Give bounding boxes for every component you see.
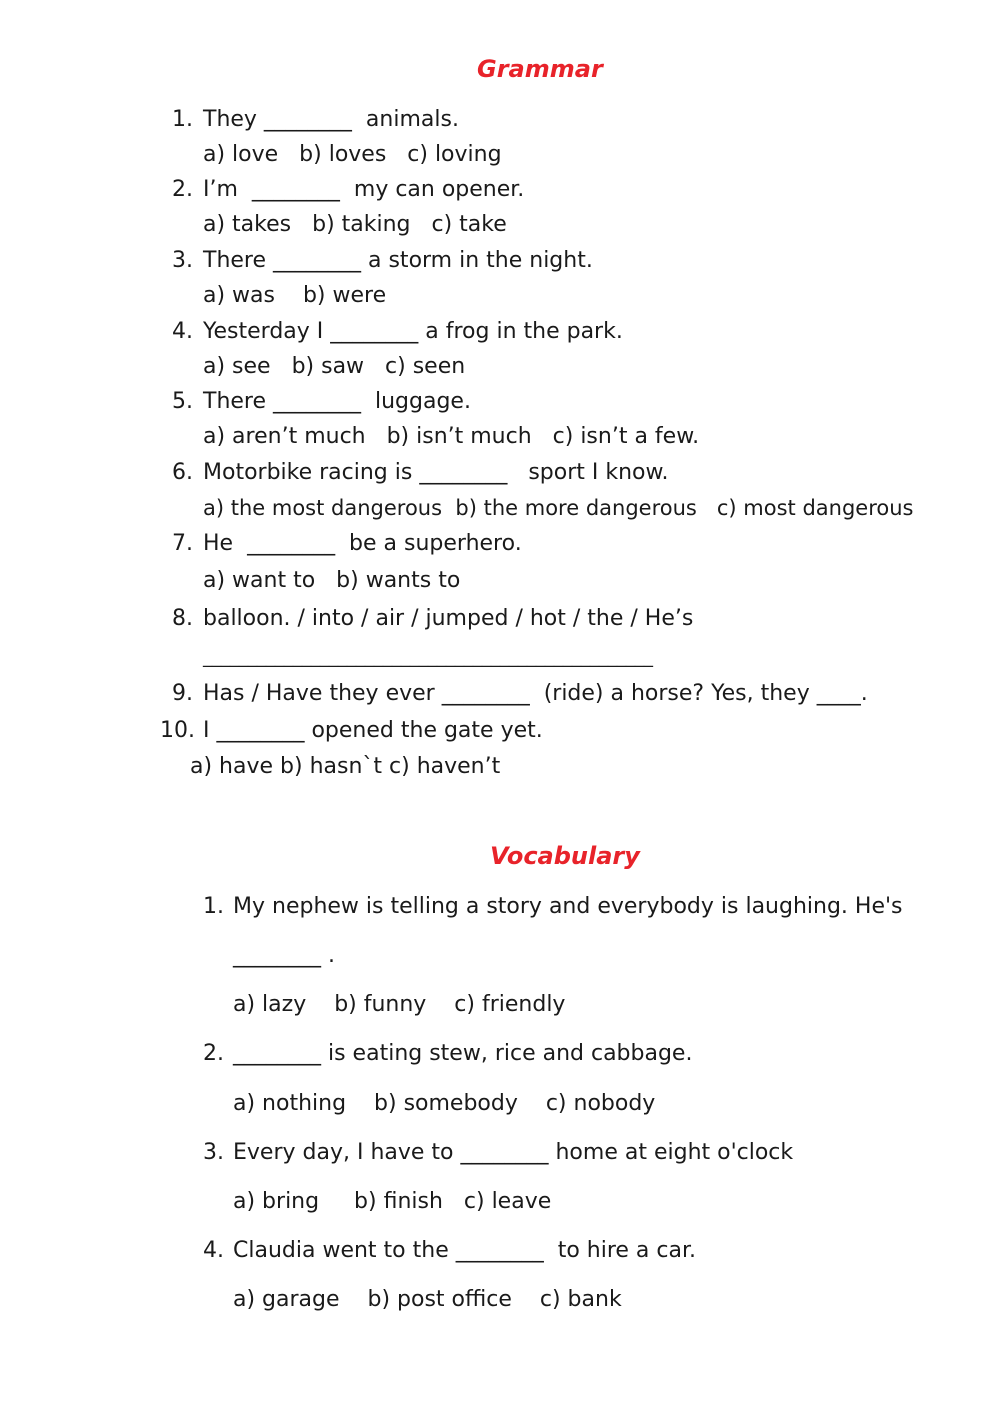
grammar-q2-number: 2. xyxy=(172,177,193,202)
vocab-q2-options: a) nothing b) somebody c) nobody xyxy=(233,1091,656,1116)
vocab-q4-options: a) garage b) post office c) bank xyxy=(233,1287,622,1312)
vocab-q1-options: a) lazy b) funny c) friendly xyxy=(233,992,566,1017)
grammar-q5-text: There ________ luggage. xyxy=(203,389,471,414)
grammar-q7-number: 7. xyxy=(172,531,193,556)
grammar-q6-options: a) the most dangerous b) the more dangerous c) most dangerous xyxy=(203,496,914,520)
grammar-q10-text: I ________ opened the gate yet. xyxy=(203,718,543,743)
grammar-q3-number: 3. xyxy=(172,248,193,273)
vocab-q4-text: Claudia went to the ________ to hire a car. xyxy=(233,1238,696,1263)
grammar-q3-options: a) was b) were xyxy=(203,283,387,308)
grammar-q9-text: Has / Have they ever ________ (ride) a horse? Yes, they ____. xyxy=(203,681,868,706)
vocab-q1-text: My nephew is telling a story and everybody is laughing. He's xyxy=(233,894,903,919)
grammar-q2-options: a) takes b) taking c) take xyxy=(203,212,507,237)
grammar-q1-text: They ________ animals. xyxy=(203,107,459,132)
grammar-q6-number: 6. xyxy=(172,460,193,485)
grammar-q1-options: a) love b) loves c) loving xyxy=(203,142,502,167)
grammar-q8-text: balloon. / into / air / jumped / hot / the / He’s xyxy=(203,606,694,631)
grammar-q2-text: I’m ________ my can opener. xyxy=(203,177,525,202)
vocabulary-title: Vocabulary xyxy=(490,842,640,870)
grammar-q4-text: Yesterday I ________ a frog in the park. xyxy=(203,319,623,344)
grammar-q10-number: 10. xyxy=(160,718,195,743)
vocab-q2-text: ________ is eating stew, rice and cabbage. xyxy=(233,1041,693,1066)
grammar-q10-options: a) have b) hasn`t c) haven’t xyxy=(190,754,501,779)
grammar-q1-number: 1. xyxy=(172,107,193,132)
grammar-q7-text: He ________ be a superhero. xyxy=(203,531,522,556)
vocab-q3-number: 3. xyxy=(203,1140,224,1165)
grammar-q3-text: There ________ a storm in the night. xyxy=(203,248,593,273)
grammar-q4-number: 4. xyxy=(172,319,193,344)
vocab-q3-text: Every day, I have to ________ home at eight o'clock xyxy=(233,1140,794,1165)
vocab-q3-options: a) bring b) finish c) leave xyxy=(233,1189,552,1214)
grammar-q4-options: a) see b) saw c) seen xyxy=(203,354,466,379)
vocab-q1-number: 1. xyxy=(203,894,224,919)
grammar-q9-number: 9. xyxy=(172,681,193,706)
vocab-q4-number: 4. xyxy=(203,1238,224,1263)
grammar-q7-options: a) want to b) wants to xyxy=(203,568,461,593)
grammar-q5-options: a) aren’t much b) isn’t much c) isn’t a few. xyxy=(203,424,700,449)
grammar-q5-number: 5. xyxy=(172,389,193,414)
grammar-q8-number: 8. xyxy=(172,606,193,631)
vocab-q1-continuation: ________ . xyxy=(233,943,335,968)
vocab-q2-number: 2. xyxy=(203,1041,224,1066)
grammar-q6-text: Motorbike racing is ________ sport I know. xyxy=(203,460,669,485)
grammar-q8-answer-line[interactable]: __________________________________________________ xyxy=(203,647,653,668)
grammar-title: Grammar xyxy=(477,55,603,83)
